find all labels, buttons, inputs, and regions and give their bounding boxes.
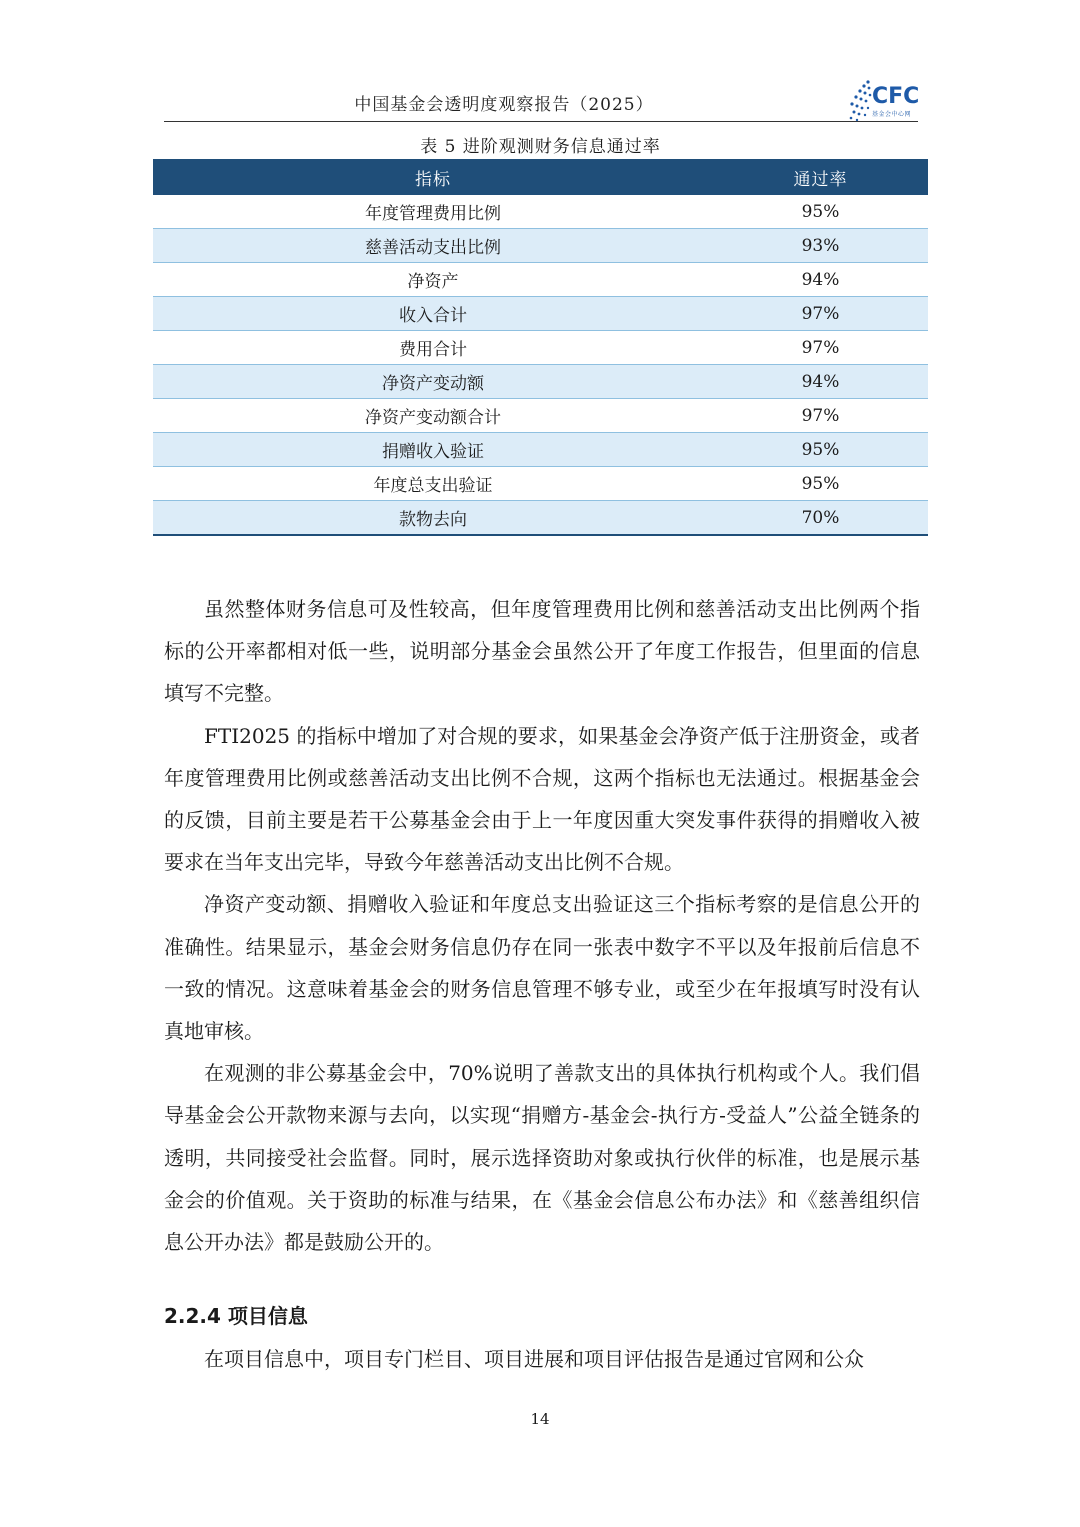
table-row [153, 263, 928, 297]
indicator-cell: 年度总支出验证 [153, 467, 713, 501]
indicator-cell: 收入合计 [153, 297, 713, 331]
rate-cell: 93% [713, 229, 928, 263]
table-row [153, 501, 928, 536]
table-header-row [153, 159, 928, 195]
rate-cell: 70% [713, 501, 928, 536]
table-row [153, 195, 928, 229]
table-row [153, 229, 928, 263]
table-row [153, 433, 928, 467]
paragraph: FTI2025 的指标中增加了对合规的要求，如果基金会净资产低于注册资金，或者年度管理费用比例或慈善活动支出比例不合规，这两个指标也无法通过。根据基金会的反馈，目前主要是若干公募基金会由于上一年度因重大突发事件获得的捐赠收入被要求在当年支出完毕，导致今年慈善活动支出比例不合规。 [164, 723, 920, 875]
table-row [153, 467, 928, 501]
section-body [164, 1338, 920, 1380]
table-row [153, 331, 928, 365]
rate-cell: 95% [713, 467, 928, 501]
table-caption: 表 5 进阶观测财务信息通过率 [420, 137, 661, 157]
indicator-cell: 年度管理费用比例 [153, 195, 713, 229]
rate-cell: 97% [713, 331, 928, 365]
report-title: 中国基金会透明度观察报告（2025） [354, 95, 654, 115]
indicator-cell: 净资产变动额合计 [153, 399, 713, 433]
paragraph: 净资产变动额、捐赠收入验证和年度总支出验证这三个指标考察的是信息公开的准确性。结果显示，基金会财务信息仍存在同一张表中数字不平以及年报前后信息不一致的情况。这意味着基金会的财务信息管理不够专业，或至少在年报填写时没有认真地审核。 [164, 892, 920, 1044]
rate-cell: 95% [713, 433, 928, 467]
paragraph: 虽然整体财务信息可及性较高，但年度管理费用比例和慈善活动支出比例两个指标的公开率都相对低一些，说明部分基金会虽然公开了年度工作报告，但里面的信息填写不完整。 [164, 597, 920, 706]
indicator-cell: 净资产变动额 [153, 365, 713, 399]
rate-cell: 94% [713, 365, 928, 399]
table-row [153, 297, 928, 331]
table-row [153, 399, 928, 433]
indicator-cell: 款物去向 [153, 501, 713, 536]
paragraph: 在观测的非公募基金会中，70%说明了善款支出的具体执行机构或个人。我们倡导基金会公开款物来源与去向，以实现“捐赠方-基金会-执行方-受益人”公益全链条的透明，共同接受社会监督。同时，展示选择资助对象或执行伙伴的标准，也是展示基金会的价值观。关于资助的标准与结果，在《基金会信息公布办法》和《慈善组织信息公开办法》都是鼓励公开的。 [164, 1061, 920, 1255]
indicator-cell: 费用合计 [153, 331, 713, 365]
logo-wordmark: CFC [872, 84, 920, 109]
page-number: 14 [530, 1410, 550, 1428]
header-divider [164, 121, 918, 122]
indicator-cell: 净资产 [153, 263, 713, 297]
rate-cell: 94% [713, 263, 928, 297]
table-row [153, 365, 928, 399]
cfc-logo [848, 78, 920, 122]
column-header-indicator: 指标 [153, 159, 713, 195]
paragraph: 在项目信息中，项目专门栏目、项目进展和项目评估报告是通过官网和公众 [204, 1347, 864, 1371]
financial-pass-rate-table [153, 159, 928, 536]
body-paragraphs [164, 588, 920, 1263]
column-header-pass-rate: 通过率 [713, 159, 928, 195]
page-header [164, 76, 918, 124]
indicator-cell: 捐赠收入验证 [153, 433, 713, 467]
rate-cell: 95% [713, 195, 928, 229]
indicator-cell: 慈善活动支出比例 [153, 229, 713, 263]
logo-dots-icon [848, 78, 874, 122]
logo-subtitle: 基金会中心网 [872, 111, 912, 118]
section-heading: 2.2.4 项目信息 [164, 1304, 308, 1328]
rate-cell: 97% [713, 399, 928, 433]
rate-cell: 97% [713, 297, 928, 331]
